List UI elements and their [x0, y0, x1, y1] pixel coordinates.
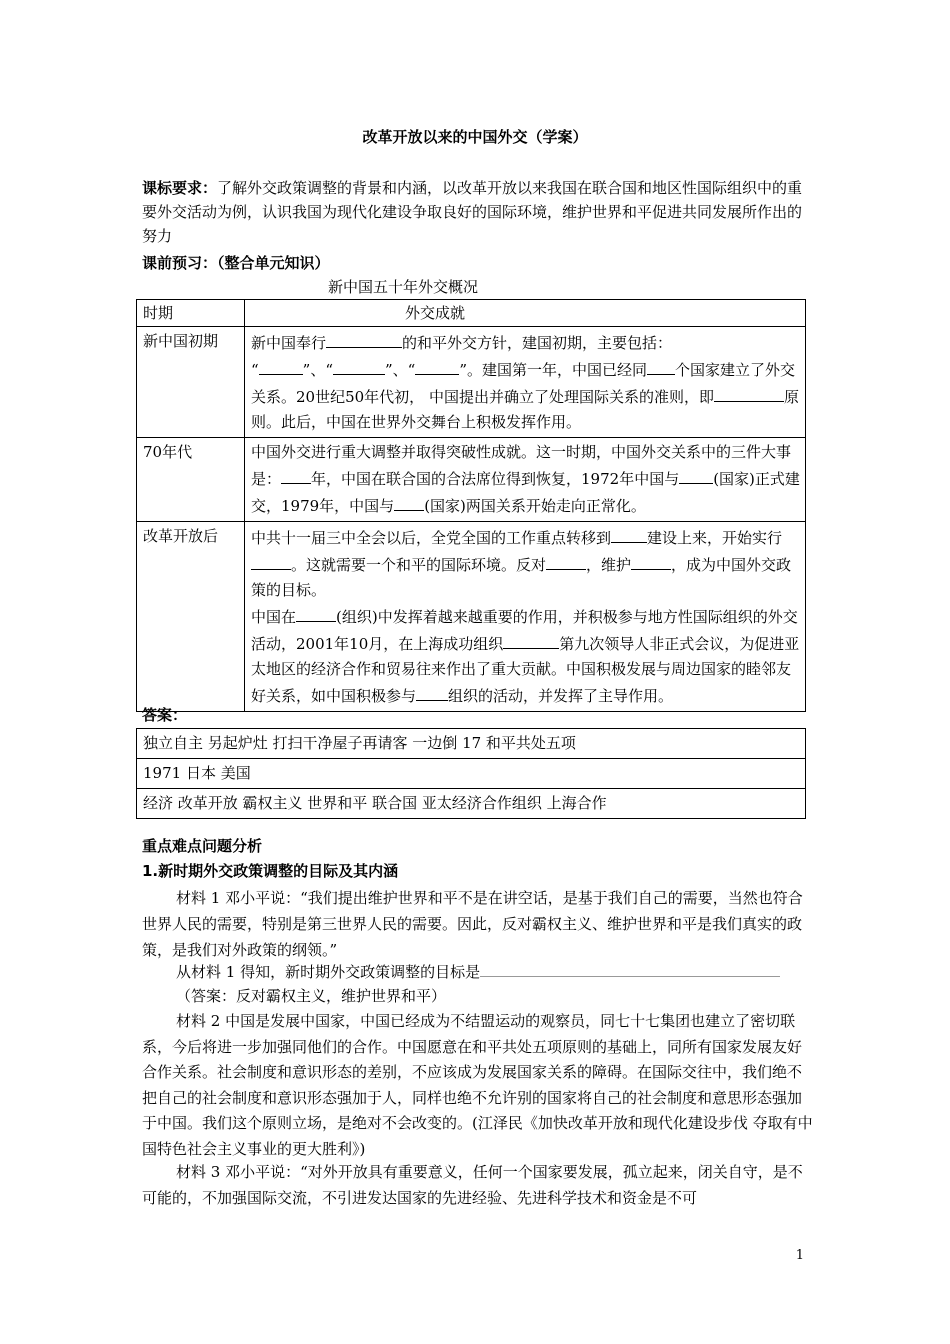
- table-caption: 新中国五十年外交概况: [328, 278, 479, 296]
- answer-cell: 1971 日本 美国: [137, 759, 806, 789]
- blank[interactable]: [611, 524, 647, 543]
- header-period: 时期: [137, 300, 245, 327]
- material-3: 材料 3 邓小平说：“对外开放具有重要意义，任何一个国家要发展，孤立起来，闭关自守，是不可能的，不加强国际交流，不引进发达国家的先进经验、先进科学技术和资金是不可: [142, 1163, 803, 1207]
- table-header-row: [137, 300, 806, 327]
- blank[interactable]: [259, 356, 303, 375]
- answer-1: （答案：反对霸权主义，维护世界和平）: [176, 987, 447, 1005]
- answer-cell: 独立自主 另起炉灶 打扫干净屋子再请客 一边倒 17 和平共处五项: [137, 729, 806, 759]
- answers-label: 答案：: [142, 706, 188, 724]
- blank[interactable]: [333, 356, 385, 375]
- diplomacy-table: [136, 299, 806, 712]
- table-row: [137, 729, 806, 759]
- blank[interactable]: [415, 356, 459, 375]
- blank[interactable]: [647, 356, 675, 375]
- page-number: 1: [795, 1248, 804, 1263]
- period-cell: 新中国初期: [137, 327, 245, 438]
- answer-line[interactable]: [480, 958, 780, 977]
- blank[interactable]: [546, 551, 586, 570]
- table-row: [137, 789, 806, 819]
- achievement-cell: 新中国奉行 的和平外交方针，建国初期，主要包括： “ ”、“ ”、“ ”。建国第一年，中国已经同 个国家建立了外交关系。20世纪50年代初， 中国提出并确立了处理国际关系的准则，即 原则。此后，中国在世界外交舞台上积极发挥作用。: [245, 327, 806, 438]
- period-cell: 70年代: [137, 438, 245, 522]
- blank[interactable]: [631, 551, 671, 570]
- blank[interactable]: [416, 682, 448, 701]
- header-achievement: 外交成就: [245, 300, 806, 327]
- blank[interactable]: [503, 630, 559, 649]
- blank[interactable]: [394, 492, 424, 511]
- curriculum-requirements: [142, 176, 814, 248]
- table-row: [137, 327, 806, 438]
- achievement-cell: 中国外交进行重大调整并取得突破性成就。这一时期，中国外交关系中的三件大事是： 年，中国在联合国的合法席位得到恢复，1972年中国与 (国家)正式建交，1979年，中国与 (国家)两国关系开始走向正常化。: [245, 438, 806, 522]
- material-1: 材料 1 邓小平说：“我们提出维护世界和平不是在讲空话，是基于我们自己的需要，当然也符合世界人民的需要，特别是第三世界人民的需要。因此，反对霸权主义、维护世界和平是我们真实的政策，是我们对外政策的纲领。”: [142, 889, 803, 959]
- table-row: [137, 438, 806, 522]
- blank[interactable]: [281, 465, 311, 484]
- curriculum-label: 课标要求：: [142, 179, 218, 197]
- section-heading: 1.新时期外交政策调整的目际及其内涵: [142, 862, 399, 880]
- blank[interactable]: [714, 383, 784, 402]
- blank[interactable]: [679, 465, 713, 484]
- period-cell: 改革开放后: [137, 522, 245, 712]
- analysis-heading: 重点难点问题分析: [142, 837, 263, 855]
- achievement-cell: 中共十一届三中全会以后，全党全国的工作重点转移到 建设上来，开始实行。这就需要一个和平的国际环境。反对 ，维护 ，成为中国外交政策的目标。 中国在 (组织)中发挥着越来越重要的作用，并积极参与地方性国际组织的外交活动，2001年10月，在上海成功组织 第九次领导人非正式会议，为促进亚太地区的经济合作和贸易往来作出了重大贡献。中国积极发展与周边国家的睦邻友好关系，如中国积极参与 组织的活动，并发挥了主导作用。: [245, 522, 806, 712]
- table-row: [137, 522, 806, 712]
- preview-heading: 课前预习：（整合单元知识）: [142, 254, 330, 272]
- table-row: [137, 759, 806, 789]
- answers-table: [136, 728, 806, 819]
- blank[interactable]: [296, 603, 336, 622]
- answer-cell: 经济 改革开放 霸权主义 世界和平 联合国 亚太经济合作组织 上海合作: [137, 789, 806, 819]
- blank[interactable]: [326, 329, 402, 348]
- material-2: 材料 2 中国是发展中国家，中国已经成为不结盟运动的观察员，同七十七集团也建立了密切联系，今后将进一步加强同他们的合作。中国愿意在和平共处五项原则的基础上，同所有国家发展友好合作关系。社会制度和意识形态的差别，不应该成为发展国家关系的障碍。在国际交往中，我们绝不把自己的社会制度和意识形态强加于人，同样也绝不允许别的国家将自己的社会制度和意思形态强加于中国。我们这个原则立场，是绝对不会改变的。(江泽民《加快改革开放和现代化建设步伐 夺取有中国特色社会主义事业的更大胜利》): [142, 1012, 813, 1158]
- question-1: 从材料 1 得知，新时期外交政策调整的目标是: [142, 958, 814, 984]
- curriculum-text: 了解外交政策调整的背景和内涵，以改革开放以来我国在联合国和地区性国际组织中的重要外交活动为例，认识我国为现代化建设争取良好的国际环境，维护世界和平促进共同发展所作出的努力: [142, 179, 803, 245]
- page-title: 改革开放以来的中国外交（学案）: [362, 128, 588, 146]
- blank[interactable]: [251, 551, 291, 570]
